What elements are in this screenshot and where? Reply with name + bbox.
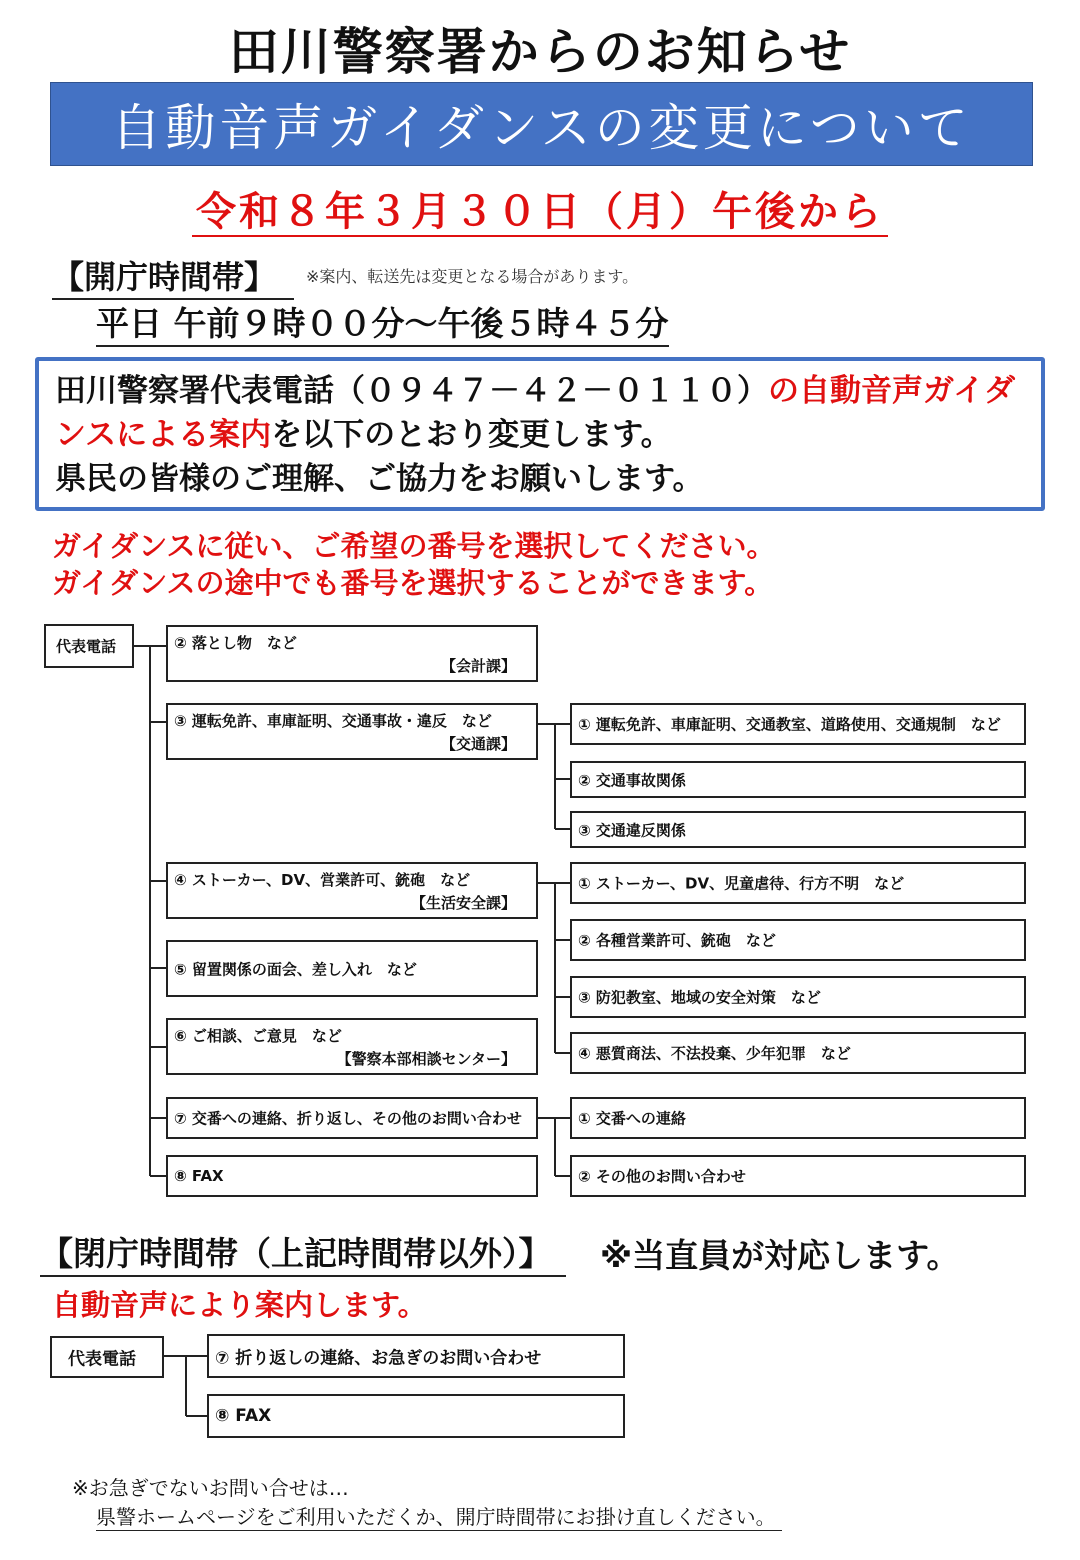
option-4-dept: 【生活安全課】 (410, 894, 516, 912)
option-2-label: ② 落とし物 など (174, 634, 297, 652)
option-4-sub-1-label: ① ストーカー、DV、児童虐待、行方不明 など (578, 874, 905, 893)
option-5-box (166, 940, 538, 997)
banner: 自動音声ガイダンスの変更について (50, 82, 1033, 166)
closed-hours-note: ※当直員が対応します。 (600, 1236, 960, 1275)
closed-option-7-label: ⑦ 折り返しの連絡、お急ぎのお問い合わせ (215, 1348, 542, 1369)
open-hours-heading: 【開庁時間帯】 (52, 252, 294, 300)
tree-root (44, 624, 134, 668)
info-text-1: 田川警察署代表電話（０９４７－４２－０１１０） (55, 373, 768, 409)
option-7-sub-1-label: ① 交番への連絡 (578, 1109, 686, 1128)
closed-tree-root (50, 1336, 164, 1378)
option-4-box (166, 862, 538, 919)
option-4-sub-3-label: ③ 防犯教室、地域の安全対策 など (578, 988, 821, 1007)
closed-option-8-box (207, 1394, 625, 1438)
option-4-sub-2-label: ② 各種営業許可、銃砲 など (578, 931, 776, 950)
option-3-sub-2 (570, 761, 1026, 798)
info-text-3: を以下のとおり変更します。 (271, 417, 672, 453)
option-3-sub-3 (570, 811, 1026, 848)
option-3-box (166, 703, 538, 760)
closed-hours-heading: 【閉庁時間帯（上記時間帯以外）】 (40, 1228, 566, 1277)
option-3-sub-1-label: ① 運転免許、車庫証明、交通教室、道路使用、交通規制 など (578, 715, 1001, 734)
option-5-label: ⑤ 留置関係の面会、差し入れ など (174, 960, 417, 978)
option-4-sub-1 (570, 862, 1026, 904)
option-7-sub-2 (570, 1155, 1026, 1197)
option-3-dept: 【交通課】 (440, 735, 516, 753)
closed-option-8-label: ⑧ FAX (215, 1406, 272, 1426)
option-6-label: ⑥ ご相談、ご意見 など (174, 1027, 342, 1045)
closed-option-7-box (207, 1334, 625, 1378)
footer-note-2: 県警ホームページをご利用いただくか、開庁時間帯にお掛け直しください。 (96, 1501, 782, 1531)
open-hours-note: ※案内、転送先は変更となる場合があります。 (306, 267, 639, 286)
closed-hours-auto: 自動音声により案内します。 (52, 1288, 427, 1322)
option-7-sub-2-label: ② その他のお問い合わせ (578, 1167, 746, 1186)
guide-line-1: ガイダンスに従い、ご希望の番号を選択してください。 (52, 529, 776, 563)
option-2-box (166, 625, 538, 682)
option-4-sub-2 (570, 919, 1026, 961)
option-8-box (166, 1155, 538, 1197)
option-6-dept: 【警察本部相談センター】 (336, 1050, 516, 1068)
option-3-sub-1 (570, 703, 1026, 745)
option-4-sub-4 (570, 1032, 1026, 1074)
option-3-sub-3-label: ③ 交通違反関係 (578, 821, 686, 839)
option-2-dept: 【会計課】 (440, 657, 516, 675)
option-4-label: ④ ストーカー、DV、営業許可、銃砲 など (174, 871, 471, 889)
guide-line-2: ガイダンスの途中でも番号を選択することができます。 (52, 566, 774, 600)
open-hours-time: 平日 午前９時００分～午後５時４５分 (96, 298, 669, 347)
option-3-sub-2-label: ② 交通事故関係 (578, 771, 686, 789)
option-8-label: ⑧ FAX (174, 1167, 224, 1185)
info-text-4: 県民の皆様のご理解、ご協力をお願いします。 (55, 461, 704, 497)
option-7-sub-1 (570, 1097, 1026, 1139)
option-6-box (166, 1018, 538, 1075)
option-3-label: ③ 運転免許、車庫証明、交通事故・違反 など (174, 712, 492, 730)
option-4-sub-3 (570, 976, 1026, 1018)
option-7-box (166, 1097, 538, 1139)
footer-note-1: ※お急ぎでないお問い合せは… (72, 1476, 349, 1500)
info-text-2: の自動音声ガイダンスによる案内 (55, 373, 1016, 453)
option-4-sub-4-label: ④ 悪質商法、不法投棄、少年犯罪 など (578, 1044, 851, 1063)
effective-date-text: 令和８年３月３０日（月）午後から (192, 189, 888, 237)
page-title: 田川警察署からのお知らせ (228, 23, 852, 81)
option-7-label: ⑦ 交番への連絡、折り返し、その他のお問い合わせ (174, 1109, 522, 1128)
tree-root-label: 代表電話 (56, 637, 117, 656)
closed-tree-root-label: 代表電話 (68, 1349, 136, 1370)
